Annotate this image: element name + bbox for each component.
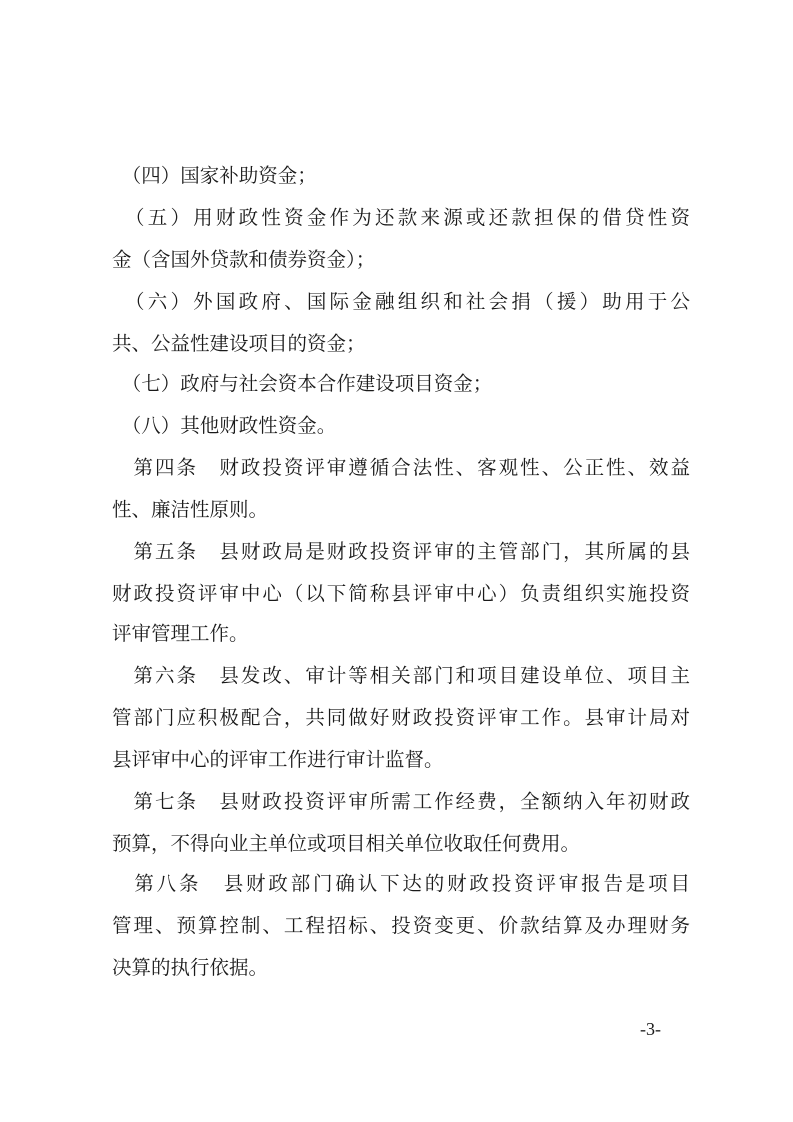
text-line-article-7-part2: 预算，不得向业主单位或项目相关单位收取任何费用。: [112, 832, 581, 855]
text-line-article-6-part3: 县评审中心的评审工作进行审计监督。: [112, 748, 444, 771]
text-line-article-7-part1: 第七条 县财政投资评审所需工作经费，全额纳入年初财政: [112, 790, 690, 813]
text-line-article-6-part2: 管部门应积极配合，共同做好财政投资评审工作。县审计局对: [112, 706, 690, 729]
text-line-article-4-part2: 性、廉洁性原则。: [112, 498, 269, 521]
text-line-item-5-part2: 金（含国外贷款和债券资金）；: [112, 248, 376, 271]
text-line-article-4-part1: 第四条 财政投资评审遵循合法性、客观性、公正性、效益: [112, 456, 690, 479]
text-line-item-6-part1: （六）外国政府、国际金融组织和社会捐（援）助用于公: [112, 290, 690, 313]
text-line-article-8-part3: 决算的执行依据。: [112, 956, 269, 979]
text-line-item-4: （四）国家补助资金；: [112, 164, 317, 187]
page-number: -3-: [640, 1019, 661, 1039]
text-line-article-8-part1: 第八条 县财政部门确认下达的财政投资评审报告是项目: [112, 872, 690, 895]
text-line-article-5-part2: 财政投资评审中心（以下简称县评审中心）负责组织实施投资: [112, 582, 690, 605]
text-line-item-8: （八）其他财政性资金。: [112, 414, 337, 437]
text-line-article-6-part1: 第六条 县发改、审计等相关部门和项目建设单位、项目主: [112, 664, 690, 687]
text-line-item-6-part2: 共、公益性建设项目的资金；: [112, 332, 366, 355]
text-line-item-5-part1: （五）用财政性资金作为还款来源或还款担保的借贷性资: [112, 206, 690, 229]
text-line-item-7: （七）政府与社会资本合作建设项目资金；: [112, 372, 493, 395]
text-line-article-5-part3: 评审管理工作。: [112, 622, 249, 645]
text-line-article-5-part1: 第五条 县财政局是财政投资评审的主管部门，其所属的县: [112, 540, 690, 563]
text-line-article-8-part2: 管理、预算控制、工程招标、投资变更、价款结算及办理财务: [112, 914, 690, 937]
